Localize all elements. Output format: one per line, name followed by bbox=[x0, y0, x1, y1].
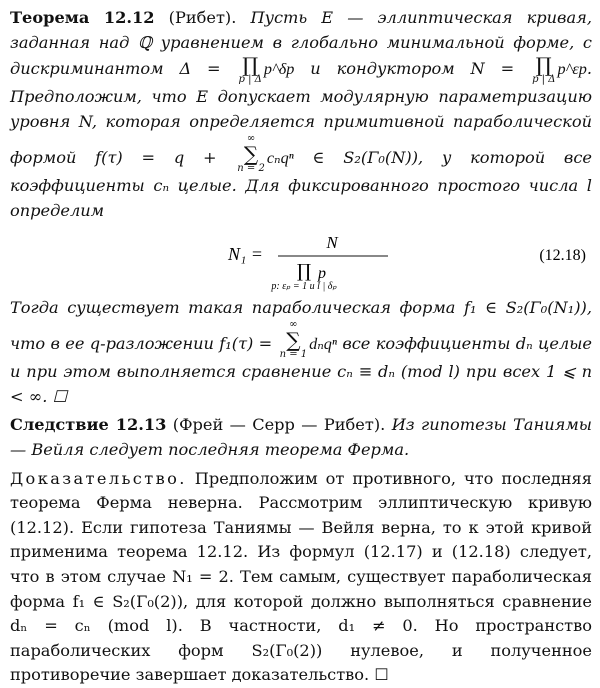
equation-number: (12.18) bbox=[539, 246, 586, 264]
product-lower-limit: p | Δ bbox=[532, 74, 556, 86]
formula-product-limits: p: εₚ = 1 и l | δₚ bbox=[271, 280, 337, 292]
theorem-text-d: ∈ S₂(Γ₀(N)), у которой все коэффициенты cₙ целые. Для фиксированного простого числа l определим bbox=[10, 148, 592, 220]
sum-lower-limit: n = 2 bbox=[237, 163, 265, 175]
product-operator bbox=[239, 55, 262, 85]
proof-text: Предположим от противного, что последняя теорема Ферма неверна. Рассмотрим эллиптическую кривую (12.12). Если гипотеза Таниямы — Вейля верна, то к этой кривой применима теорема 12.12. Из формул (12.17) и (12.18) следует, что в этом случае N₁ = 2. Тем самым, существует параболическая форма f₁ ∈ S₂(Γ₀(2)), для которой должно выполняться сравнение dₙ = cₙ (mod l). В частности, d₁ ≠ 0. Но пространство параболических форм S₂(Γ₀(2)) нулевое, и полученное противоречие завершает доказательство. ☐ bbox=[10, 468, 592, 685]
product-symbol: ∏ bbox=[242, 53, 259, 78]
formula-product-symbol: ∏ bbox=[296, 260, 312, 282]
theorem-text-a: Пусть E — эллиптическая кривая, заданная над ℚ уравнением в глобально минимальной форме, с дискриминантом Δ = bbox=[10, 8, 592, 79]
proof-label: Доказательство. bbox=[10, 468, 187, 488]
sum-operator bbox=[280, 320, 308, 360]
formula-denominator-tail: p bbox=[318, 264, 326, 282]
product-body: p^εp bbox=[557, 60, 587, 79]
theorem-text-c: . Предположим, что E допускает модулярную параметризацию уровня N, которая определяется примитивной параболической формой f(τ) = q + bbox=[10, 59, 592, 168]
theorem-text-e: Тогда существует такая параболическая форма f₁ ∈ S₂(Γ₀(N₁)), что в ее q-разложении f₁(τ) = bbox=[10, 297, 592, 354]
formula-svg bbox=[10, 226, 592, 292]
corollary-attribution: (Фрей — Серр — Рибет). bbox=[172, 415, 386, 435]
sum-operator bbox=[237, 134, 265, 174]
sum-symbol: ∑ bbox=[243, 142, 259, 167]
sum-body: cₙqⁿ bbox=[266, 149, 294, 168]
product-body: p^δp bbox=[263, 60, 295, 79]
theorem-text-b: и кондуктором N = bbox=[294, 59, 531, 79]
sum-upper-limit: ∞ bbox=[246, 133, 256, 145]
product-lower-limit: p | Δ bbox=[238, 74, 262, 86]
sum-body: dₙqⁿ bbox=[309, 335, 337, 354]
theorem-text-f: все коэффициенты dₙ целые и при этом выполняется сравнение cₙ ≡ dₙ (mod l) при всех 1 ⩽ n < ∞. ☐ bbox=[10, 334, 592, 406]
display-formula bbox=[10, 226, 592, 292]
theorem-attribution: (Рибет). bbox=[168, 8, 237, 27]
formula-numerator: N bbox=[326, 232, 338, 252]
sum-upper-limit: ∞ bbox=[289, 319, 298, 331]
theorem-conclusion bbox=[10, 296, 592, 410]
sum-lower-limit: n = 1 bbox=[279, 349, 308, 361]
theorem-paragraph bbox=[10, 6, 592, 224]
corollary-label: Следствие 12.13 bbox=[10, 415, 167, 435]
formula-lhs: N₁ = bbox=[228, 243, 263, 264]
theorem-label: Теорема 12.12 bbox=[10, 8, 155, 27]
sum-symbol: ∑ bbox=[286, 328, 301, 353]
corollary-text: Из гипотезы Таниямы — Вейля следует последняя теорема Ферма. bbox=[10, 415, 592, 459]
proof-paragraph bbox=[10, 467, 592, 688]
product-operator bbox=[532, 55, 555, 85]
corollary-paragraph bbox=[10, 413, 592, 462]
product-symbol: ∏ bbox=[535, 53, 552, 78]
